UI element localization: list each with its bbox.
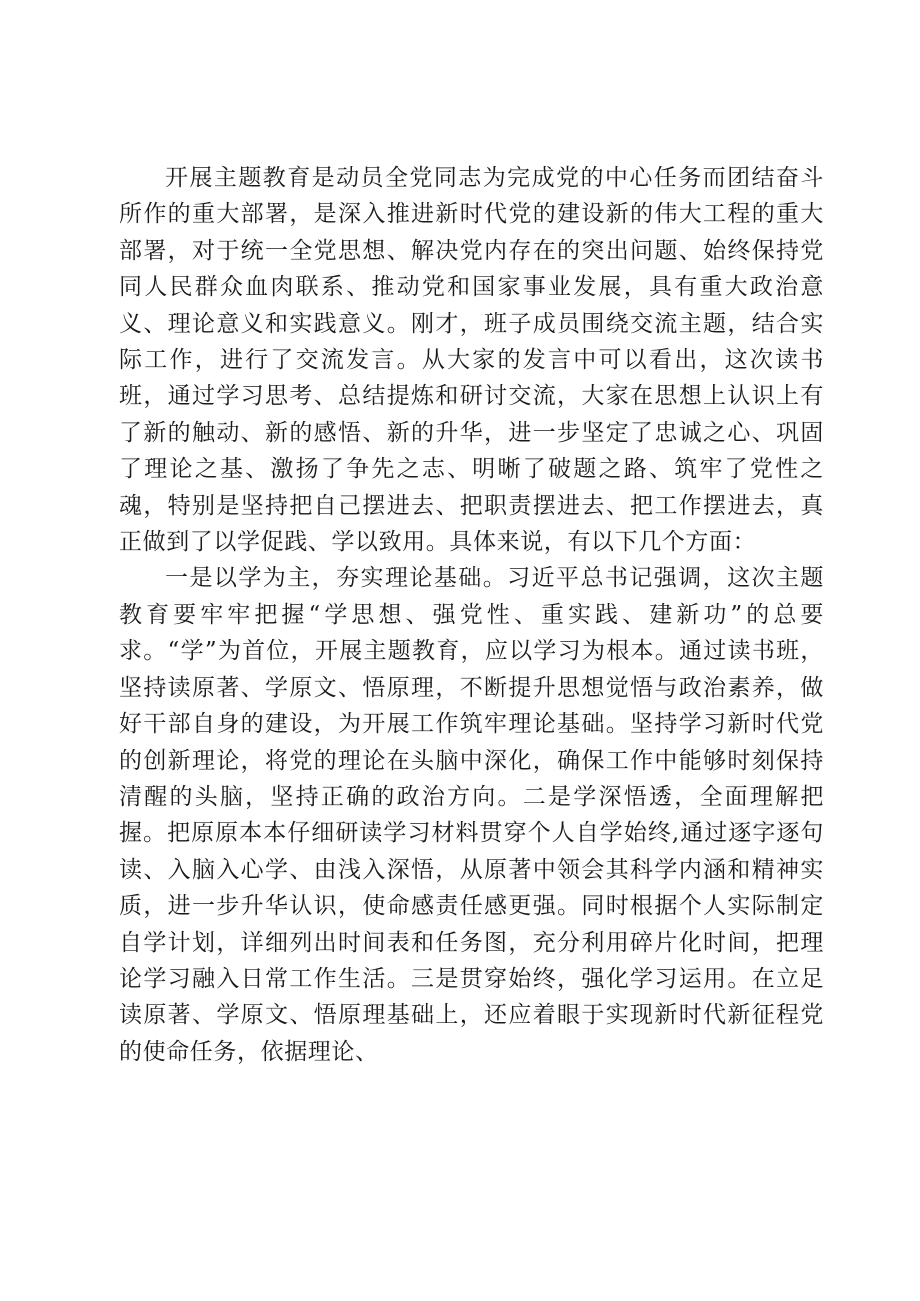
document-body (119, 160, 824, 1070)
paragraph-intro: 开展主题教育是动员全党同志为完成党的中心任务而团结奋斗所作的重大部署，是深入推进新时代党的建设新的伟大工程的重大部署，对于统一全党思想、解决党内存在的突出问题、始终保持党同人民群众血肉联系、推动党和国家事业发展，具有重大政治意义、理论意义和实践意义。刚才，班子成员围绕交流主题，结合实际工作，进行了交流发言。从大家的发言中可以看出，这次读书班，通过学习思考、总结提炼和研讨交流，大家在思想上认识上有了新的触动、新的感悟、新的升华，进一步坚定了忠诚之心、巩固了理论之基、激扬了争先之志、明晰了破题之路、筑牢了党性之魂，特别是坚持把自己摆进去、把职责摆进去、把工作摆进去，真正做到了以学促践、学以致用。具体来说，有以下几个方面： (119, 165, 824, 556)
paragraph-study-first: 一是以学为主，夯实理论基础。习近平总书记强调，这次主题教育要牢牢把握“学思想、强党性、重实践、建新功”的总要求。“学”为首位，开展主题教育，应以学习为根本。通过读书班，坚持读原著、学原文、悟原理，不断提升思想觉悟与政治素养，做好干部自身的建设，为开展工作筑牢理论基础。坚持学习新时代党的创新理论，将党的理论在头脑中深化，确保工作中能够时刻保持清醒的头脑，坚持正确的政治方向。二是学深悟透，全面理解把握。把原原本本仔细研读学习材料贯穿个人自学始终,通过逐字逐句读、入脑入心学、由浅入深悟，从原著中领会其科学内涵和精神实质，进一步升华认识，使命感责任感更强。同时根据个人实际制定自学计划，详细列出时间表和任务图，充分利用碎片化时间，把理论学习融入日常工作生活。三是贯穿始终，强化学习运用。在立足读原著、学原文、悟原理基础上，还应着眼于实现新时代新征程党的使命任务，依据理论、 (119, 565, 824, 1065)
